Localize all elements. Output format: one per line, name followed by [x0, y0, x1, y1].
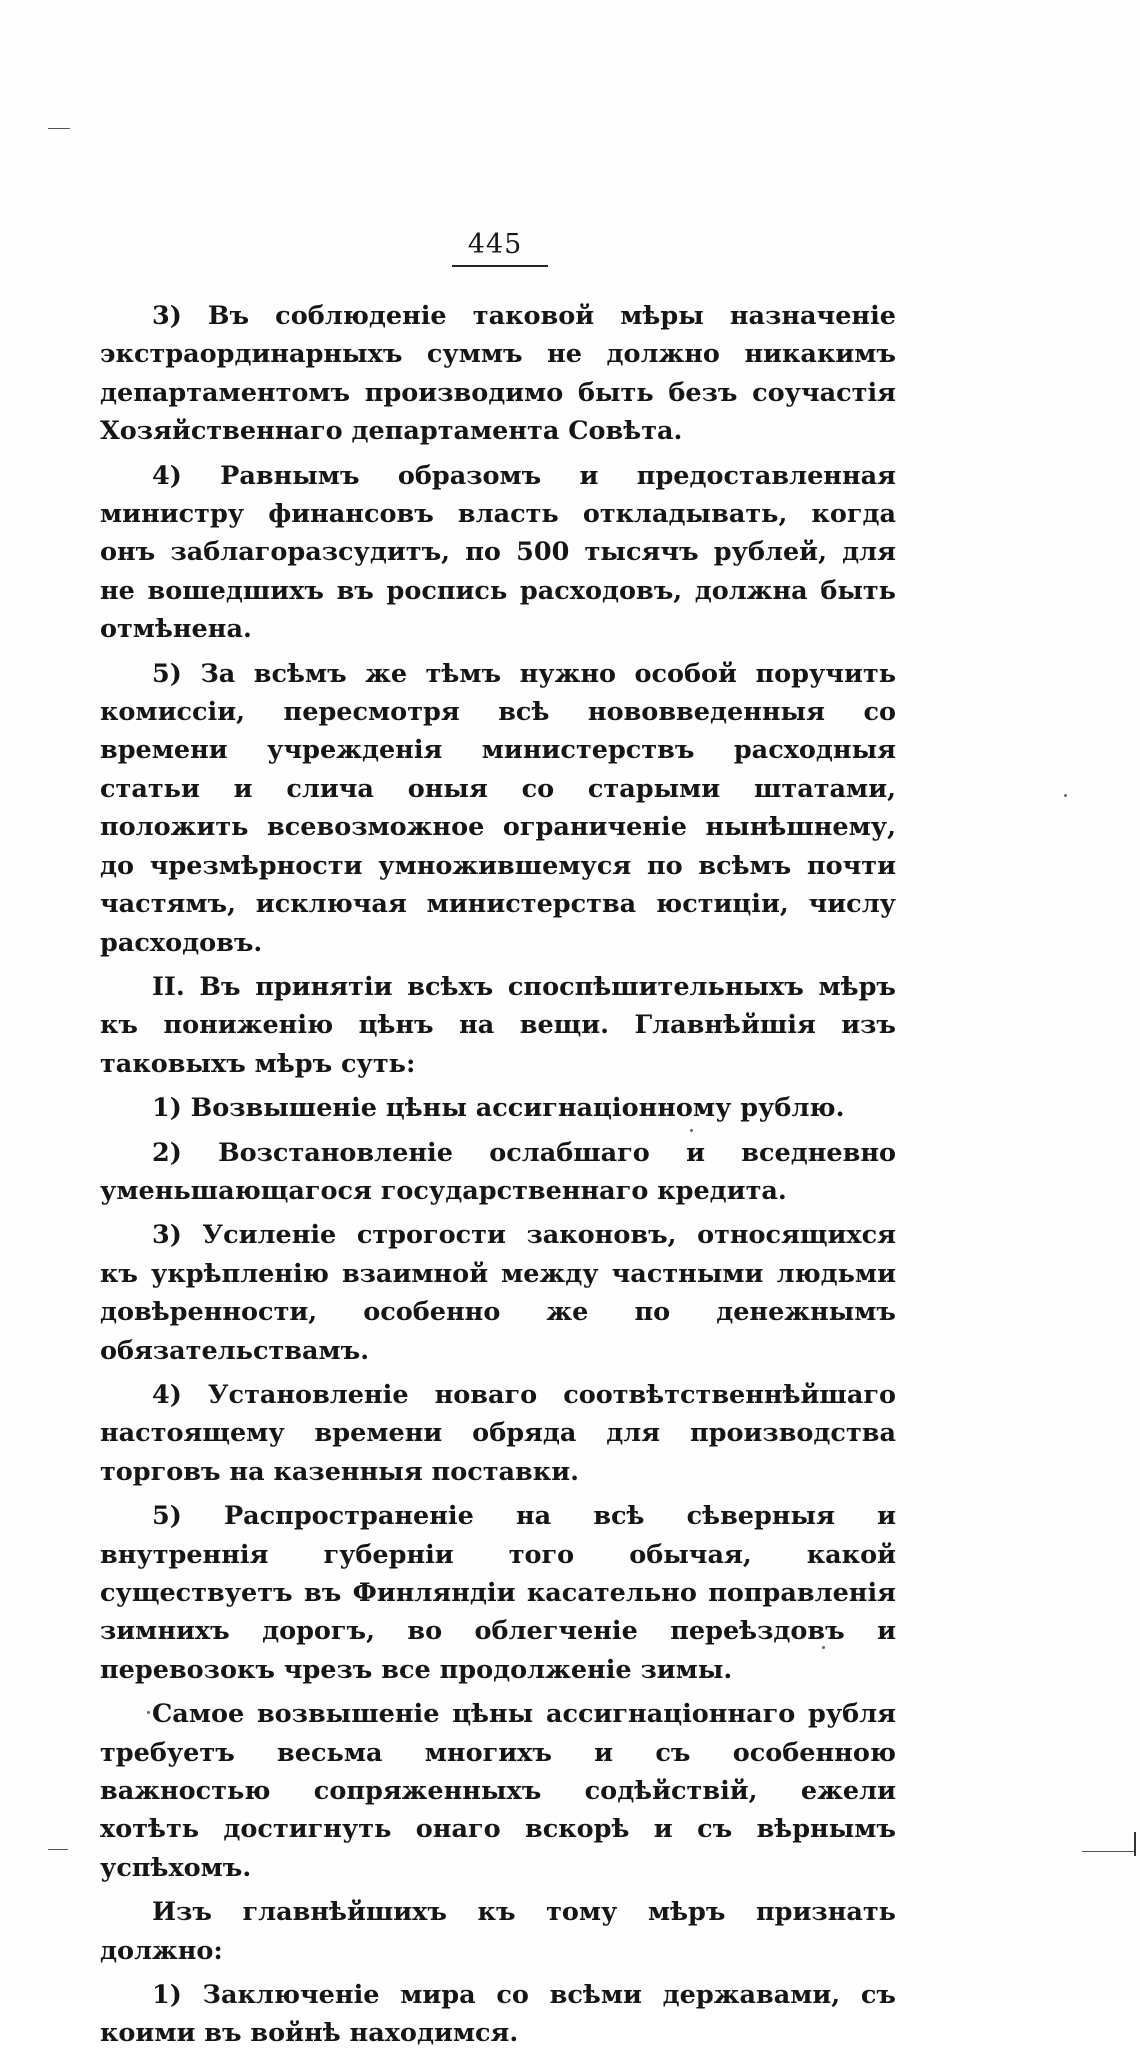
- paragraph-3: 5) За всѣмъ же тѣмъ нужно особой поручить комиссіи, пересмотря всѣ нововведенныя со времени учрежденія министерствъ расходныя статьи и слича оныя со старыми штатами, положить всевозможное ограниченіе нынѣшнему, до чрезмѣрности умножившемуся по всѣмъ почти частямъ, исключая министерства юстиціи, числу расходовъ.: [100, 658, 896, 958]
- scan-speck: [822, 1646, 825, 1649]
- scan-edge-bar: [1134, 1832, 1136, 1856]
- scan-margin-mark: [48, 128, 70, 129]
- scan-speck: [1064, 794, 1067, 797]
- paragraph-11: Изъ главнѣйшихъ къ тому мѣръ признать должно:: [100, 1897, 896, 1966]
- page-number: 445: [467, 229, 523, 260]
- paragraph-9: 5) Распространеніе на всѣ сѣверныя и внутреннія губерніи того обычая, какой существуетъ въ Финляндіи касательно поправленія зимнихъ дорогъ, во облегченіе переѣздовъ и перевозокъ чрезъ все продолженіе зимы.: [100, 1501, 896, 1685]
- scan-margin-mark: [1082, 1851, 1136, 1852]
- page-number-rule: [452, 265, 548, 267]
- paragraph-1: 3) Въ соблюденіе таковой мѣры назначеніе экстраординарныхъ суммъ не должно никакимъ департаментомъ производимо быть безъ соучастія Хозяйственнаго департамента Совѣта.: [100, 301, 896, 447]
- scan-speck: [147, 1711, 150, 1714]
- scan-margin-mark: [48, 1849, 68, 1850]
- paragraph-5: 1) Возвышеніе цѣны ассигнаціонному рублю.: [152, 1093, 845, 1124]
- paragraph-12: 1) Заключеніе мира со всѣми державами, съ коими въ войнѣ находимся.: [100, 1980, 896, 2049]
- scan-speck: [690, 1129, 693, 1132]
- paragraph-7: 3) Усиленіе строгости законовъ, относящихся къ укрѣпленію взаимной между частными людьми довѣренности, особенно же по денежнымъ обязательствамъ.: [100, 1220, 896, 1366]
- paragraph-10: Самое возвышеніе цѣны ассигнаціоннаго рубля требуетъ весьма многихъ и съ особенною важностью сопряженныхъ содѣйствій, ежели хотѣть достигнуть онаго вскорѣ и съ вѣрнымъ успѣхомъ.: [100, 1699, 896, 1883]
- paragraph-4: II. Въ принятіи всѣхъ споспѣшительныхъ мѣръ къ пониженію цѣнъ на вещи. Главнѣйшія изъ таковыхъ мѣръ суть:: [100, 971, 896, 1079]
- paragraph-2: 4) Равнымъ образомъ и предоставленная министру финансовъ власть откладывать, когда онъ заблагоразсудитъ, по 500 тысячъ рублей, для не вошедшихъ въ роспись расходовъ, должна быть отмѣнена.: [100, 460, 896, 645]
- paragraph-6: 2) Возстановленіе ослабшаго и вседневно уменьшающагося государственнаго кредита.: [100, 1137, 896, 1206]
- paragraph-8: 4) Установленіе новаго соотвѣтственнѣйшаго настоящему времени обряда для производства торговъ на казенныя поставки.: [100, 1379, 896, 1487]
- text-body: [100, 297, 896, 2059]
